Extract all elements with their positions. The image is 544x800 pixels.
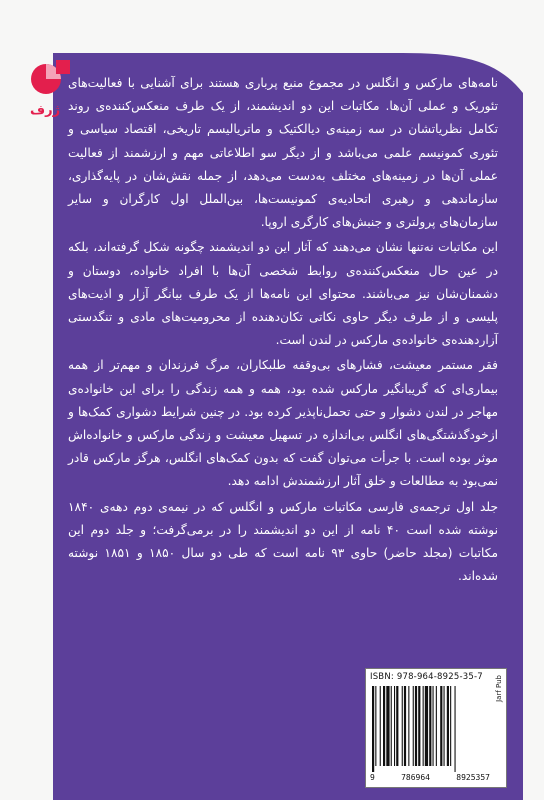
barcode-digit-group: 786964 [401, 773, 430, 782]
barcode-bar [415, 686, 417, 766]
barcode-bar [425, 686, 428, 766]
isbn-text: ISBN: 978-964-8925-35-7 [370, 672, 483, 682]
barcode-bar [444, 686, 445, 766]
barcode-bar [436, 686, 437, 766]
paragraph: نامه‌های مارکس و انگلس در مجموع منبع پرباری هستند برای آشنایی با فعالیت‌های تئوریک و عملی آن‌ها. مکاتبات این دو اندیشمند، از یک طرف منعکس‌کننده‌ی روند تکامل نظریاتشان در سه زمینه‌ی دیالکتیک و ماتریالیسم تاریخی، اقتصاد سیاسی و تئوری کمونیسم علمی می‌باشد و از دیگر سو اطلاعاتی مهم و ارزشمند از فعالیت عملی آن‌ها در زمینه‌های مختلف به‌دست می‌دهد، از جمله نقش‌شان در پایه‌گذاری، سازماندهی و رهبری اتحادیه‌ی کمونیست‌ها، بین‌الملل اول کارگران و سایر سازمان‌های پرولتری و جنبش‌های کارگری اروپا. [68, 76, 498, 230]
publisher-side-tag: Jarf Pub [495, 675, 503, 702]
barcode-bar [408, 686, 409, 766]
barcode-bar [429, 686, 431, 766]
barcode-bar [383, 686, 385, 766]
barcode-bar [404, 686, 406, 766]
paragraph: جلد اول ترجمه‌ی فارسی مکاتبات مارکس و انگلس که در نیمه‌ی دوم دهه‌ی ۱۸۴۰ نوشته شده است ۴۰ نامه از این دو اندیشمند را در برمی‌گرفت؛ و جلد دوم این مکاتبات (مجلد حاضر) حاوی ۹۳ نامه است که طی دو سال ۱۸۵۰ و ۱۸۵۱ نوشته شده‌اند. [68, 499, 498, 584]
barcode-bar [380, 686, 381, 766]
barcode-bar [418, 686, 420, 766]
barcode-bar [423, 686, 424, 766]
barcode-digit-group: 9 [370, 773, 375, 782]
barcode-bar [433, 686, 434, 766]
barcode-number [370, 773, 490, 782]
barcode-bar [372, 686, 374, 772]
barcode-graphic [370, 686, 488, 772]
barcode-label [365, 668, 507, 788]
publisher-logo-text: ژرف [30, 103, 61, 118]
barcode-bar [440, 686, 442, 766]
barcode-bar [413, 686, 414, 766]
barcode-bar [402, 686, 403, 766]
barcode-bar [447, 686, 449, 766]
back-cover-text [68, 72, 498, 590]
paragraph: فقر مستمر معیشت، فشارهای بی‌وقفه طلبکاران، مرگ فرزندان و مهم‌تر از همه بیماری‌ای که گریبانگیر مارکس شده بود، همه و همه زندگی را برای این خانواده‌ی مهاجر در لندن دشوار و حتی تحمل‌ناپذیر کرده بود. در چنین شرایط دشواری کمک‌ها و از‌خودگذشتگی‌های انگلس بی‌اندازه در تسهیل معیشت و زندگی مارکس و خانواده‌اش موثر بوده است. با جرأت می‌توان گفت که بدون کمک‌های انگلس، هرگز مارکس قادر نمی‌بود به مطالعات و خلق آثار ارزشمندش ادامه دهد. [68, 358, 498, 489]
barcode-bar [386, 686, 389, 766]
barcode-digit-group: 8925357 [456, 773, 490, 782]
barcode-bar [450, 686, 451, 766]
barcode-bar [394, 686, 395, 766]
paragraph: این مکاتبات نه‌تنها نشان می‌دهند که آثار این دو اندیشمند چگونه شکل گرفته‌اند، بلکه در عین حال منعکس‌کننده‌ی روابط شخصی آن‌ها با افراد خانواده، دوستان و دشمنان‌شان نیز می‌باشند. محتوای این نامه‌ها از یک طرف بیانگر آزار و اذیت‌های پلیسی و از طرف دیگر حاوی نکاتی تکان‌دهنده از محرومیت‌های مادی و تنگدستی آزاردهنده‌ی خانواده‌ی مارکس در لندن است. [68, 240, 498, 348]
barcode-bar [375, 686, 376, 766]
barcode-bar [391, 686, 392, 766]
barcode-bar [396, 686, 398, 766]
barcode-bar [455, 686, 456, 772]
